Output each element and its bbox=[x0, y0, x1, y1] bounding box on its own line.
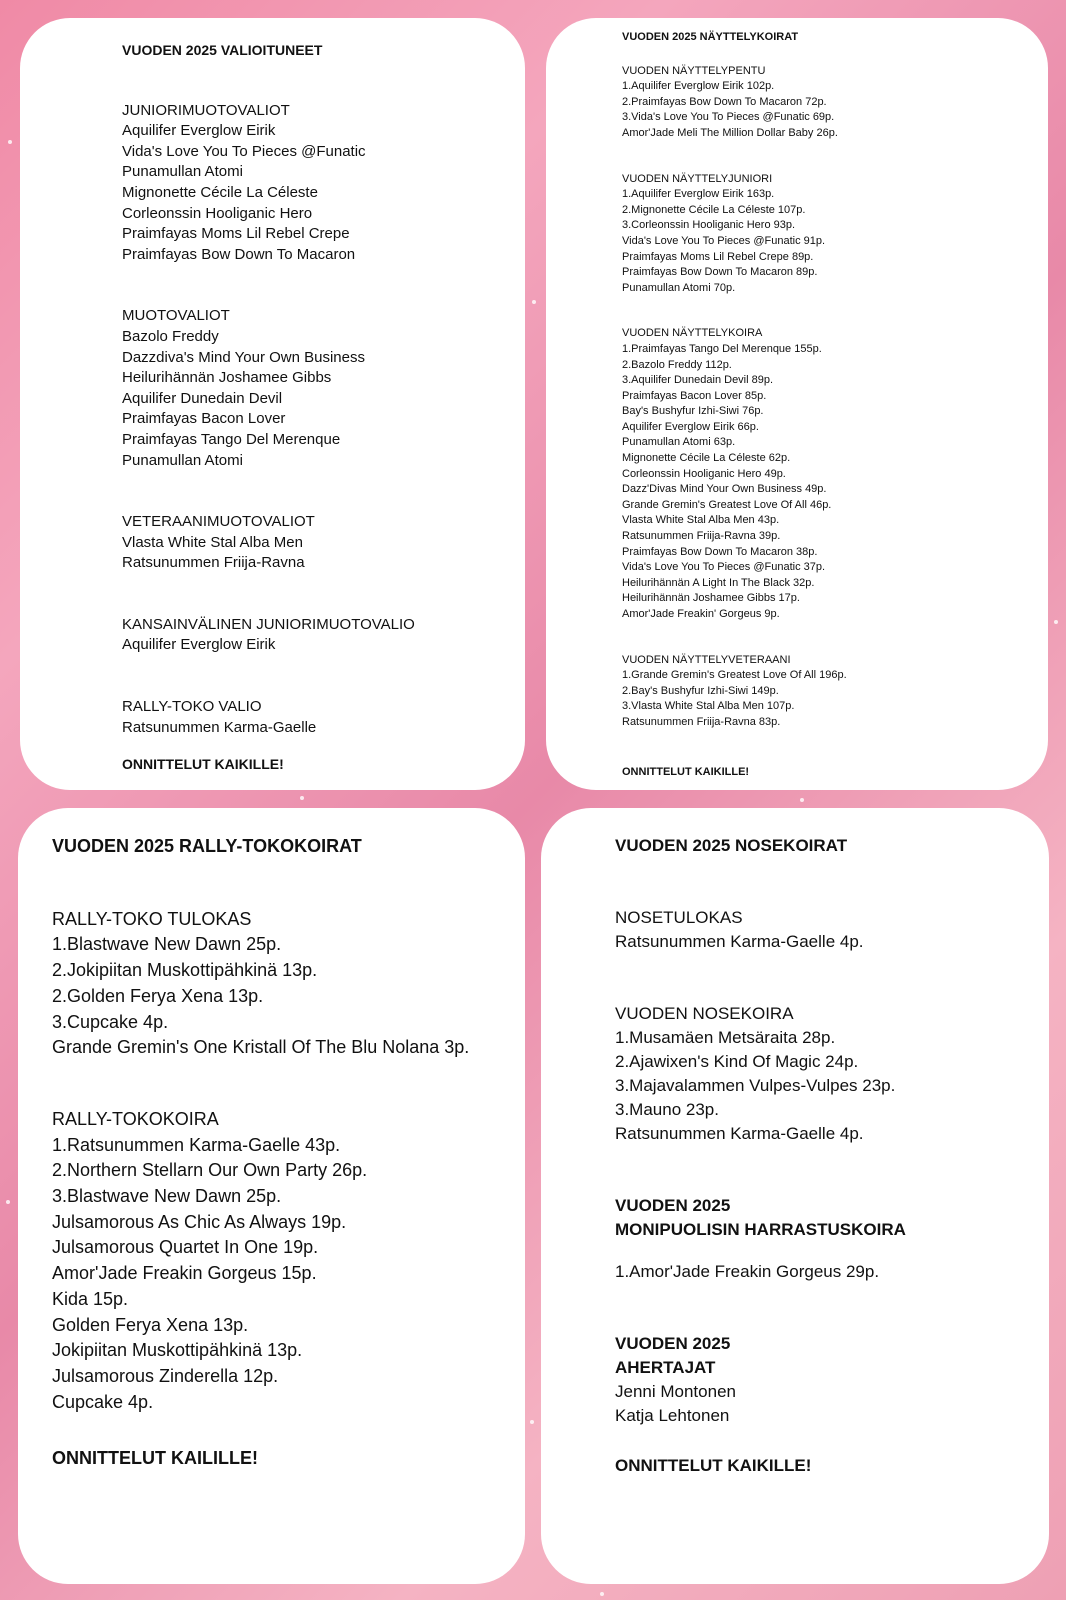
list-item: 3.Vida's Love You To Pieces @Funatic 69p. bbox=[622, 111, 835, 124]
list-item: 2.Bay's Bushyfur Izhi-Siwi 149p. bbox=[622, 684, 779, 697]
valioituneet-content bbox=[122, 40, 415, 779]
section-nayttelyjuniori bbox=[622, 172, 847, 297]
list-item: Praimfayas Bacon Lover bbox=[122, 410, 286, 428]
list-item: Praimfayas Moms Lil Rebel Crepe bbox=[122, 225, 350, 243]
list-item: 1.Aquilifer Everglow Eirik 163p. bbox=[622, 188, 775, 201]
rally-tokokoirat-panel bbox=[18, 808, 525, 1584]
list-item: Ratsunummen Friija-Ravna 39p. bbox=[622, 530, 781, 543]
list-item: Amor'Jade Meli The Million Dollar Baby 26p. bbox=[622, 126, 838, 139]
list-item: 3.Aquilifer Dunedain Devil 89p. bbox=[622, 374, 774, 387]
list-item: Vida's Love You To Pieces @Funatic 91p. bbox=[622, 234, 826, 247]
section-rally-toko-tulokas bbox=[52, 907, 469, 1061]
list-item: 1.Amor'Jade Freakin Gorgeus 29p. bbox=[615, 1262, 880, 1281]
list-item: Julsamorous Zinderella 12p. bbox=[52, 1365, 279, 1386]
list-item: Punamullan Atomi 70p. bbox=[622, 281, 736, 294]
section-heading: VETERAANIMUOTOVALIOT bbox=[122, 513, 315, 531]
list-item: Mignonette Cécile La Céleste bbox=[122, 183, 318, 201]
congrats-footer: ONNITTELUT KAIKILLE! bbox=[122, 756, 284, 772]
list-item: 1.Musamäen Metsäraita 28p. bbox=[615, 1028, 836, 1047]
nayttelykoirat-panel bbox=[546, 18, 1048, 790]
list-item: Ratsunummen Karma-Gaelle 4p. bbox=[615, 932, 864, 951]
list-item: Dazzdiva's Mind Your Own Business bbox=[122, 348, 365, 366]
valioituneet-panel bbox=[20, 18, 525, 790]
list-item: Jenni Montonen bbox=[615, 1382, 736, 1401]
nayttelykoirat-content bbox=[622, 30, 847, 761]
list-item: Bazolo Freddy bbox=[122, 327, 219, 345]
section-heading: VUODEN 2025 bbox=[615, 1196, 731, 1215]
section-heading: VUODEN NÄYTTELYPENTU bbox=[622, 64, 766, 77]
section-nayttelykoira bbox=[622, 326, 847, 622]
section-veteraanimuotovaliot bbox=[122, 512, 415, 574]
list-item: Mignonette Cécile La Céleste 62p. bbox=[622, 452, 791, 465]
list-item: Julsamorous Quartet In One 19p. bbox=[52, 1237, 319, 1258]
list-item: Punamullan Atomi 63p. bbox=[622, 436, 736, 449]
list-item: Heilurihännän Joshamee Gibbs 17p. bbox=[622, 592, 800, 605]
list-item: 2.Jokipiitan Muskottipähkinä 13p. bbox=[52, 960, 318, 981]
congrats-footer: ONNITTELUT KAIKILLE! bbox=[622, 766, 750, 778]
list-item: Corleonssin Hooliganic Hero 49p. bbox=[622, 467, 786, 480]
list-item: Aquilifer Everglow Eirik bbox=[122, 122, 276, 140]
section-heading: RALLY-TOKO VALIO bbox=[122, 698, 262, 716]
sparkle-decoration bbox=[8, 140, 12, 144]
list-item: Kida 15p. bbox=[52, 1288, 129, 1309]
section-heading: VUODEN 2025 bbox=[615, 1334, 731, 1353]
section-nayttelyveteraani bbox=[622, 653, 847, 731]
congrats-footer: ONNITTELUT KAILILLE! bbox=[52, 1448, 258, 1468]
list-item: Grande Gremin's One Kristall Of The Blu Nolana 3p. bbox=[52, 1037, 470, 1058]
section-heading: RALLY-TOKOKOIRA bbox=[52, 1108, 219, 1129]
list-item: Praimfayas Bow Down To Macaron 38p. bbox=[622, 545, 818, 558]
section-vuoden-nosekoira bbox=[615, 1002, 906, 1146]
list-item: 3.Majavalammen Vulpes-Vulpes 23p. bbox=[615, 1076, 896, 1095]
section-heading: MONIPUOLISIN HARRASTUSKOIRA bbox=[615, 1220, 906, 1239]
list-item: 3.Cupcake 4p. bbox=[52, 1011, 169, 1032]
sparkle-decoration bbox=[1054, 620, 1058, 624]
list-item: Aquilifer Everglow Eirik bbox=[122, 636, 276, 654]
list-item: 1.Ratsunummen Karma-Gaelle 43p. bbox=[52, 1134, 341, 1155]
section-monipuolisin bbox=[615, 1194, 906, 1284]
list-item: 1.Grande Gremin's Greatest Love Of All 196p. bbox=[622, 669, 847, 682]
list-item: 3.Blastwave New Dawn 25p. bbox=[52, 1186, 282, 1207]
list-item: 2.Bazolo Freddy 112p. bbox=[622, 358, 732, 371]
list-item: Ratsunummen Karma-Gaelle 4p. bbox=[615, 1124, 864, 1143]
sparkle-decoration bbox=[532, 300, 536, 304]
list-item: Corleonssin Hooliganic Hero bbox=[122, 204, 313, 222]
list-item: Dazz'Divas Mind Your Own Business 49p. bbox=[622, 483, 827, 496]
section-heading: MUOTOVALIOT bbox=[122, 307, 230, 325]
list-item: Amor'Jade Freakin' Gorgeus 9p. bbox=[622, 608, 780, 620]
list-item: 3.Mauno 23p. bbox=[615, 1100, 719, 1119]
section-heading: VUODEN NÄYTTELYKOIRA bbox=[622, 327, 763, 340]
section-ahertajat bbox=[615, 1332, 906, 1428]
list-item: Ratsunummen Friija-Ravna bbox=[122, 554, 305, 572]
panel-title: VUODEN 2025 NÄYTTELYKOIRAT bbox=[622, 31, 799, 43]
list-item: Praimfayas Bow Down To Macaron bbox=[122, 245, 356, 263]
list-item: 2.Golden Ferya Xena 13p. bbox=[52, 985, 264, 1006]
list-item: Grande Gremin's Greatest Love Of All 46p. bbox=[622, 498, 832, 511]
section-heading: JUNIORIMUOTOVALIOT bbox=[122, 101, 290, 119]
list-item: Aquilifer Dunedain Devil bbox=[122, 389, 283, 407]
section-heading: VUODEN NÄYTTELYVETERAANI bbox=[622, 653, 791, 666]
section-nayttelypentu bbox=[622, 64, 847, 142]
section-heading: NOSETULOKAS bbox=[615, 908, 743, 927]
list-item: Praimfayas Moms Lil Rebel Crepe 89p. bbox=[622, 250, 814, 263]
section-heading: VUODEN NÄYTTELYJUNIORI bbox=[622, 172, 773, 185]
list-item: 2.Mignonette Cécile La Céleste 107p. bbox=[622, 203, 806, 216]
list-item: Heilurihännän A Light In The Black 32p. bbox=[622, 576, 815, 589]
list-item: 3.Vlasta White Stal Alba Men 107p. bbox=[622, 700, 795, 713]
list-item: Punamullan Atomi bbox=[122, 163, 243, 181]
section-rally-tokokoira bbox=[52, 1107, 469, 1415]
section-heading: RALLY-TOKO TULOKAS bbox=[52, 908, 252, 929]
list-item: Punamullan Atomi bbox=[122, 451, 243, 469]
list-item: Vlasta White Stal Alba Men 43p. bbox=[622, 514, 780, 527]
list-item: 2.Ajawixen's Kind Of Magic 24p. bbox=[615, 1052, 859, 1071]
section-heading: AHERTAJAT bbox=[615, 1358, 716, 1377]
list-item: Golden Ferya Xena 13p. bbox=[52, 1314, 249, 1335]
sparkle-decoration bbox=[600, 1592, 604, 1596]
list-item: Praimfayas Tango Del Merenque bbox=[122, 430, 341, 448]
list-item: Vida's Love You To Pieces @Funatic bbox=[122, 142, 366, 160]
list-item: 2.Northern Stellarn Our Own Party 26p. bbox=[52, 1160, 368, 1181]
congrats-footer: ONNITTELUT KAIKILLE! bbox=[615, 1456, 812, 1475]
section-heading: VUODEN NOSEKOIRA bbox=[615, 1004, 794, 1023]
list-item: 1.Praimfayas Tango Del Merenque 155p. bbox=[622, 342, 822, 355]
list-item: Vlasta White Stal Alba Men bbox=[122, 533, 303, 551]
list-item: Bay's Bushyfur Izhi-Siwi 76p. bbox=[622, 405, 764, 418]
panel-title: VUODEN 2025 RALLY-TOKOKOIRAT bbox=[52, 836, 362, 856]
section-heading: KANSAINVÄLINEN JUNIORIMUOTOVALIO bbox=[122, 615, 415, 633]
list-item: 1.Aquilifer Everglow Eirik 102p. bbox=[622, 80, 775, 93]
list-item: Jokipiitan Muskottipähkinä 13p. bbox=[52, 1340, 303, 1361]
section-rally-toko-valio bbox=[122, 697, 415, 738]
sparkle-decoration bbox=[800, 798, 804, 802]
list-item: Ratsunummen Friija-Ravna 83p. bbox=[622, 715, 781, 728]
sparkle-decoration bbox=[6, 1200, 10, 1204]
list-item: 2.Praimfayas Bow Down To Macaron 72p. bbox=[622, 95, 827, 108]
sparkle-decoration bbox=[530, 1420, 534, 1424]
list-item: 3.Corleonssin Hooliganic Hero 93p. bbox=[622, 219, 796, 232]
list-item: Julsamorous As Chic As Always 19p. bbox=[52, 1211, 347, 1232]
list-item: 1.Blastwave New Dawn 25p. bbox=[52, 934, 282, 955]
section-muotovaliot bbox=[122, 306, 415, 471]
rally-tokokoirat-content bbox=[52, 834, 469, 1461]
list-item: Cupcake 4p. bbox=[52, 1391, 154, 1412]
panel-title: VUODEN 2025 VALIOITUNEET bbox=[122, 42, 323, 58]
section-kansainvalinen bbox=[122, 615, 415, 656]
list-item: Amor'Jade Freakin Gorgeus 15p. bbox=[52, 1263, 317, 1284]
list-item: Heilurihännän Joshamee Gibbs bbox=[122, 369, 332, 387]
list-item: Praimfayas Bow Down To Macaron 89p. bbox=[622, 266, 818, 279]
list-item: Ratsunummen Karma-Gaelle bbox=[122, 718, 317, 736]
panel-title: VUODEN 2025 NOSEKOIRAT bbox=[615, 836, 848, 855]
list-item: Katja Lehtonen bbox=[615, 1406, 730, 1425]
nosekoirat-content bbox=[615, 834, 906, 1476]
list-item: Aquilifer Everglow Eirik 66p. bbox=[622, 420, 759, 433]
sparkle-decoration bbox=[300, 796, 304, 800]
section-nosetulokas bbox=[615, 906, 906, 954]
list-item: Vida's Love You To Pieces @Funatic 37p. bbox=[622, 561, 826, 574]
list-item: Praimfayas Bacon Lover 85p. bbox=[622, 389, 767, 402]
section-juniorimuotovaliot bbox=[122, 101, 415, 266]
nosekoirat-panel bbox=[541, 808, 1049, 1584]
